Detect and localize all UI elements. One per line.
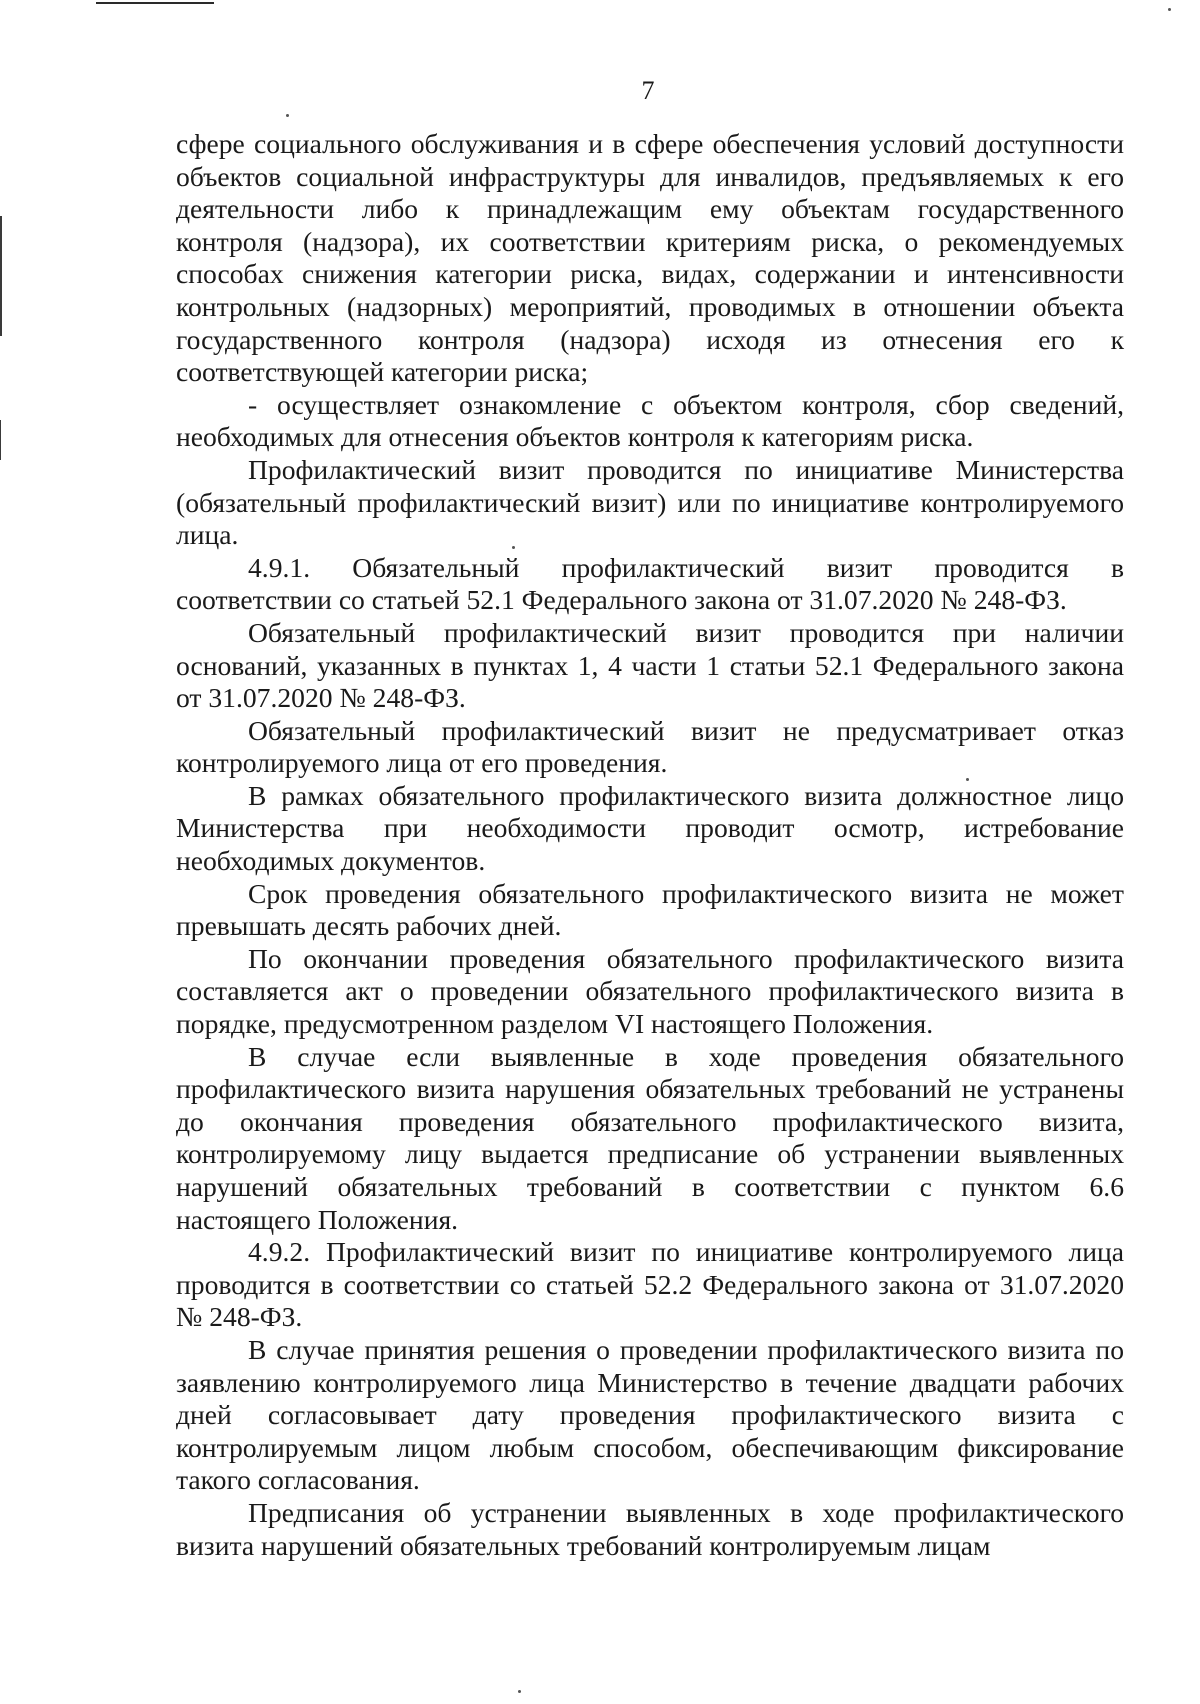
text-line: профилактического визита нарушения обязательных требований не устранены bbox=[176, 1073, 1124, 1105]
scan-edge-mark bbox=[0, 420, 1, 460]
paragraph bbox=[176, 454, 1124, 552]
document-body bbox=[176, 128, 1124, 1562]
paragraph bbox=[176, 1236, 1124, 1334]
paragraph bbox=[176, 128, 1124, 389]
text-line: Обязательный профилактический визит не предусматривает отказ bbox=[248, 714, 1124, 746]
text-line: от 31.07.2020 № 248-ФЗ. bbox=[176, 682, 466, 714]
paragraph bbox=[176, 943, 1124, 1041]
text-line: проводится в соответствии со статьей 52.2 Федерального закона от 31.07.2020 bbox=[176, 1268, 1124, 1300]
text-line: Срок проведения обязательного профилактического визита не может bbox=[248, 877, 1124, 909]
text-line: В случае принятия решения о проведении профилактического визита по bbox=[248, 1333, 1124, 1365]
text-line: Профилактический визит проводится по инициативе Министерства bbox=[248, 453, 1124, 485]
paragraph bbox=[176, 1497, 1124, 1562]
text-line: визита нарушений обязательных требований контролируемым лицам bbox=[176, 1529, 991, 1561]
text-line: - осуществляет ознакомление с объектом контроля, сбор сведений, bbox=[248, 388, 1124, 420]
text-line: дней согласовывает дату проведения профилактического визита с bbox=[176, 1399, 1124, 1431]
text-line: лица. bbox=[176, 519, 239, 551]
text-line: № 248-ФЗ. bbox=[176, 1301, 303, 1333]
text-line: сфере социального обслуживания и в сфере обеспечения условий доступности bbox=[176, 128, 1124, 159]
text-line: до окончания проведения обязательного профилактического визита, bbox=[176, 1105, 1124, 1137]
text-line: объектов социальной инфраструктуры для инвалидов, предъявляемых к его bbox=[176, 160, 1124, 192]
text-line: соответствии со статьей 52.1 Федерального закона от 31.07.2020 № 248-ФЗ. bbox=[176, 584, 1067, 616]
scan-speck bbox=[1168, 8, 1171, 11]
text-line: Обязательный профилактический визит проводится при наличии bbox=[248, 616, 1124, 648]
text-line: По окончании проведения обязательного профилактического визита bbox=[248, 942, 1124, 974]
paragraph bbox=[176, 617, 1124, 715]
top-rule bbox=[96, 2, 214, 4]
text-line: 4.9.2. Профилактический визит по инициативе контролируемого лица bbox=[248, 1236, 1124, 1268]
text-line: Предписания об устранении выявленных в ходе профилактического bbox=[248, 1496, 1124, 1528]
text-line: контрольных (надзорных) мероприятий, проводимых в отношении объекта bbox=[176, 290, 1124, 322]
text-line: соответствующей категории риска; bbox=[176, 356, 589, 388]
text-line: настоящего Положения. bbox=[176, 1203, 459, 1235]
text-line: порядке, предусмотренном разделом VI настоящего Положения. bbox=[176, 1008, 934, 1040]
text-line: деятельности либо к принадлежащим ему объектам государственного bbox=[176, 193, 1124, 225]
text-line: Министерства при необходимости проводит осмотр, истребование bbox=[176, 812, 1124, 844]
paragraph bbox=[176, 1041, 1124, 1237]
text-line: контролируемого лица от его проведения. bbox=[176, 747, 668, 779]
text-line: превышать десять рабочих дней. bbox=[176, 910, 562, 942]
text-line: способах снижения категории риска, видах, содержании и интенсивности bbox=[176, 258, 1124, 290]
text-line: составляется акт о проведении обязательного профилактического визита в bbox=[176, 975, 1124, 1007]
page-number: 7 bbox=[641, 76, 655, 105]
text-line: такого согласования. bbox=[176, 1464, 420, 1496]
paragraph bbox=[176, 389, 1124, 454]
text-line: необходимых документов. bbox=[176, 845, 486, 877]
scan-edge-mark bbox=[0, 216, 2, 336]
text-line: контролируемому лицу выдается предписание об устранении выявленных bbox=[176, 1138, 1124, 1170]
text-line: государственного контроля (надзора) исходя из отнесения его к bbox=[176, 323, 1124, 355]
text-line: нарушений обязательных требований в соответствии с пунктом 6.6 bbox=[176, 1171, 1124, 1202]
text-line: 4.9.1. Обязательный профилактический визит проводится в bbox=[248, 551, 1124, 583]
text-line: контроля (надзора), их соответствии критериям риска, о рекомендуемых bbox=[176, 225, 1124, 257]
text-line: В случае если выявленные в ходе проведения обязательного bbox=[248, 1040, 1124, 1072]
paragraph bbox=[176, 1334, 1124, 1497]
paragraph bbox=[176, 715, 1124, 780]
scan-speck bbox=[286, 114, 289, 117]
text-line: необходимых для отнесения объектов контроля к категориям риска. bbox=[176, 421, 974, 453]
text-line: контролируемым лицом любым способом, обеспечивающим фиксирование bbox=[176, 1431, 1124, 1463]
paragraph bbox=[176, 878, 1124, 943]
text-line: оснований, указанных в пунктах 1, 4 части 1 статьи 52.1 Федерального закона bbox=[176, 649, 1124, 681]
text-line: (обязательный профилактический визит) или по инициативе контролируемого bbox=[176, 486, 1124, 518]
text-line: В рамках обязательного профилактического визита должностное лицо bbox=[248, 779, 1124, 811]
paragraph bbox=[176, 552, 1124, 617]
scan-speck bbox=[518, 1690, 521, 1693]
text-line: заявлению контролируемого лица Министерство в течение двадцати рабочих bbox=[176, 1366, 1124, 1398]
paragraph bbox=[176, 780, 1124, 878]
